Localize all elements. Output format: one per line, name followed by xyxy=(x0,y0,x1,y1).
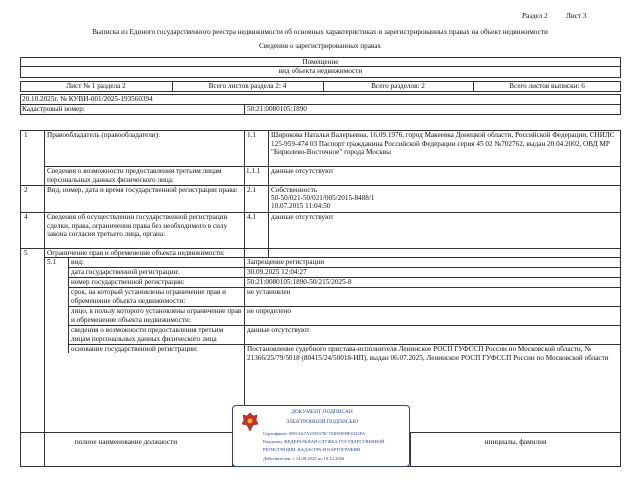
stamp-line-1: ДОКУМЕНТ ПОДПИСАН xyxy=(291,409,353,415)
row-1-label: Правообладатель (правообладатели): xyxy=(47,131,161,139)
stamp-valid: Действителен: с 14.09.2025 по 10.12.2026 xyxy=(263,456,345,461)
footer-name: инициалы, фамилия xyxy=(484,438,547,446)
restriction-number-label: номер государственной регистрации: xyxy=(71,278,185,286)
row-4-value: данные отсутствуют xyxy=(271,213,334,221)
restriction-beneficiary-label: лицо, в пользу которого установлены ограничение прав и обременение объекта недвижимости: xyxy=(71,307,242,324)
row-2-reg-date: 10.07.2015 11:04:50 xyxy=(271,202,331,210)
stamp-certificate: Сертификат: 00914A7A2593378C7040930DF4322FA xyxy=(263,431,366,436)
row-2-sub: 2.1 xyxy=(247,186,256,194)
document-subtitle: Сведения о зарегистрированных правах xyxy=(258,42,382,50)
sheet-of-section: Лист № 1 раздела 2 xyxy=(66,82,126,90)
restriction-kind-label: вид: xyxy=(71,258,84,266)
restriction-privacy-value: данные отсутствуют xyxy=(247,326,310,334)
row-4-label: Сведения об осуществлении государственной регистрации сделки, права, ограничения права без необходимого в силу закона согласия третьего лица, органа: xyxy=(47,213,228,239)
row-1-owner: Широкова Наталья Валерьевна, 16.09.1976, город Макеевка Донецкой области, Российской Федерации, СНИЛС 125-959-474 03 Паспорт гражданина Российской Федерации серия 45 02 №702762, выдан 20.04.2002, ОВД МР "Бирюлево-Восточное" города Москвы xyxy=(271,131,615,157)
stamp-owner: Владелец: ФЕДЕРАЛЬНАЯ СЛУЖБА ГОСУДАРСТВЕННОЙ xyxy=(263,439,385,444)
restriction-kind-value: Запрещение регистрации xyxy=(247,258,325,266)
total-sheets: Всего листов выписки: 6 xyxy=(509,82,585,90)
cadastral-number: 50:21:0080105:1890 xyxy=(247,105,307,113)
row-4-sub: 4.1 xyxy=(247,213,256,221)
footer-position: полное наименование должности xyxy=(74,438,178,446)
object-type-caption: вид объекта недвижимости xyxy=(278,67,363,75)
row-2-label: Вид, номер, дата и время государственной регистрации права: xyxy=(47,186,238,194)
row-2-number: 2 xyxy=(24,186,28,194)
object-type: Помещение xyxy=(302,58,339,66)
total-sections: Всего разделов: 2 xyxy=(371,82,425,90)
row-1-1-1-sub: 1.1.1 xyxy=(246,167,261,175)
row-5-number: 5 xyxy=(24,249,28,257)
restriction-date-label: дата государственной регистрации: xyxy=(71,268,180,276)
stamp-line-2: ЭЛЕКТРОННОЙ ПОДПИСЬЮ xyxy=(285,419,359,425)
row-1-1-1-label: Сведения о возможности предоставления третьим лицам персональных данных физического лица: xyxy=(47,167,222,184)
restriction-privacy-label: сведения о возможности предоставления третьим лицам персональных данных физического лица xyxy=(71,326,224,343)
section-label: Раздел 2 xyxy=(522,12,548,20)
restriction-term-label: срок, на который установлены ограничение прав и обременение объекта недвижимости: xyxy=(71,288,226,305)
document-title: Выписка из Единого государственного реестра недвижимости об основных характеристиках и зарегистрированных правах на объект недвижимости xyxy=(92,28,548,36)
restriction-sub: 5.1 xyxy=(47,258,56,266)
total-sheets-section: Всего листов раздела 2: 4 xyxy=(208,82,287,90)
restriction-basis-label: основание государственной регистрации: xyxy=(71,345,198,353)
row-5-label: Ограничение прав и обременение объекта недвижимости: xyxy=(47,249,225,257)
restriction-date-value: 30.09.2025 12:04:27 xyxy=(247,268,307,276)
row-1-number: 1 xyxy=(24,131,28,139)
cadastral-label: Кадастровый номер: xyxy=(22,105,85,113)
row-4-number: 4 xyxy=(24,213,28,221)
e-signature-stamp xyxy=(232,405,410,467)
row-2-reg-number: 50-50/021-50/021/005/2015-8488/1 xyxy=(271,194,375,202)
row-1-1-1-value: данные отсутствуют xyxy=(271,167,334,175)
restriction-beneficiary-value: не определено xyxy=(247,307,292,315)
restriction-number-value: 50:21:0080105:1890-50/215/2025-8 xyxy=(247,278,352,286)
restriction-term-value: не установлен xyxy=(247,288,291,296)
restriction-basis-value: Постановление судебного пристава-исполнителя Ленинское РОСП ГУФССП России по Московской области, № 21366/25/79/5018 (80415/24/50018-ИП), выдан 06.07.2025, Ленинское РОСП ГУФССП России по Московской области xyxy=(247,345,609,362)
row-2-right-type: Собственность xyxy=(271,186,317,194)
row-1-sub: 1.1 xyxy=(247,131,256,139)
stamp-owner-2: РЕГИСТРАЦИИ, КАДАСТРА И КАРТОГРАФИИ xyxy=(263,447,361,452)
document-reference: 20.10.2025г. № КУВИ-001/2025-193560394 xyxy=(22,95,153,103)
sheet-label: Лист 3 xyxy=(566,12,587,20)
